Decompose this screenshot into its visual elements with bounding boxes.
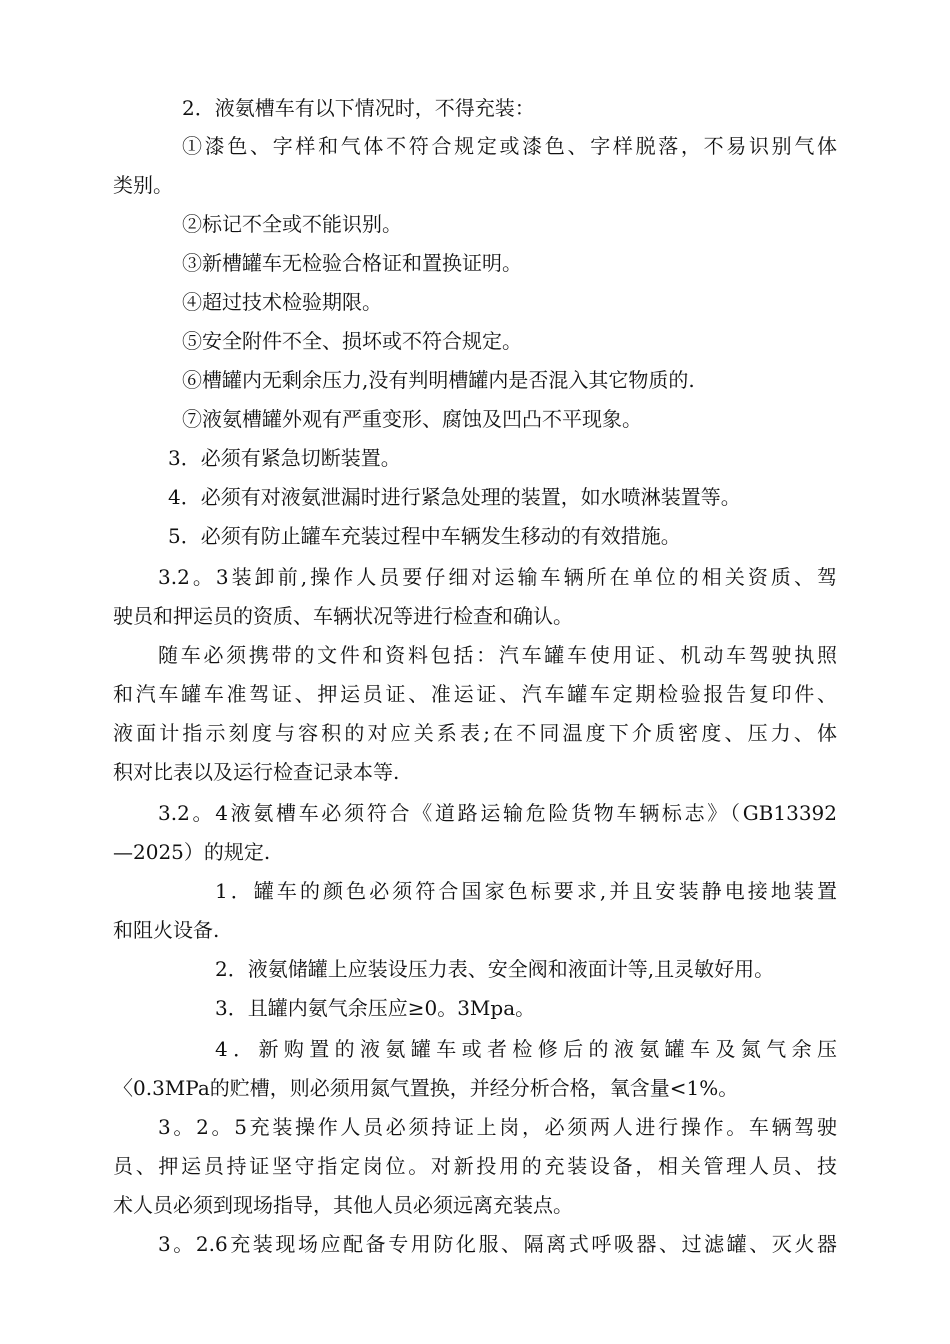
text-line: ⑦液氨槽罐外观有严重变形、腐蚀及凹凸不平现象。 xyxy=(182,407,642,431)
text-line: 液面计指示刻度与容积的对应关系表;在不同温度下介质密度、压力、体 xyxy=(113,721,837,745)
text-line: 3．必须有紧急切断装置。 xyxy=(168,446,401,470)
text-line: 5．必须有防止罐车充装过程中车辆发生移动的有效措施。 xyxy=(168,524,681,548)
text-line: 3．且罐内氨气余压应≥0。3Mpa。 xyxy=(215,996,536,1020)
text-line: 3。2.6充装现场应配备专用防化服、隔离式呼吸器、过滤罐、灭火器 xyxy=(158,1232,837,1256)
text-line: 3。2。5充装操作人员必须持证上岗，必须两人进行操作。车辆驾驶 xyxy=(158,1115,837,1139)
text-line: 3.2。4液氨槽车必须符合《道路运输危险货物车辆标志》（GB13392 xyxy=(158,801,837,825)
text-line: 2．液氨槽车有以下情况时，不得充装： xyxy=(182,96,535,120)
text-line: ④超过技术检验期限。 xyxy=(182,290,382,314)
text-line: ①漆色、字样和气体不符合规定或漆色、字样脱落，不易识别气体 xyxy=(182,134,837,158)
text-line: 和阻火设备. xyxy=(113,918,220,942)
text-line: —2025）的规定. xyxy=(113,840,271,864)
text-line: 4．必须有对液氨泄漏时进行紧急处理的装置，如水喷淋装置等。 xyxy=(168,485,741,509)
text-line: ⑥槽罐内无剩余压力,没有判明槽罐内是否混入其它物质的. xyxy=(182,368,695,392)
text-line: 随车必须携带的文件和资料包括：汽车罐车使用证、机动车驾驶执照 xyxy=(158,643,837,667)
text-line: ③新槽罐车无检验合格证和置换证明。 xyxy=(182,251,522,275)
text-line: 术人员必须到现场指导，其他人员必须远离充装点。 xyxy=(113,1193,573,1217)
text-line: 1．罐车的颜色必须符合国家色标要求,并且安装静电接地装置 xyxy=(215,879,837,903)
text-line: 员、押运员持证坚守指定岗位。对新投用的充装设备，相关管理人员、技 xyxy=(113,1154,837,1178)
text-line: 3.2。3装卸前,操作人员要仔细对运输车辆所在单位的相关资质、驾 xyxy=(158,565,837,589)
text-line: 驶员和押运员的资质、车辆状况等进行检查和确认。 xyxy=(113,604,573,628)
text-line: 积对比表以及运行检查记录本等. xyxy=(113,760,400,784)
text-line: 类别。 xyxy=(113,173,173,197)
text-line: 2．液氨储罐上应装设压力表、安全阀和液面计等,且灵敏好用。 xyxy=(215,957,775,981)
text-line: 4．新购置的液氨罐车或者检修后的液氨罐车及氮气余压 xyxy=(215,1037,837,1061)
text-line: ②标记不全或不能识别。 xyxy=(182,212,402,236)
text-line: 〈0.3MPa的贮槽，则必须用氮气置换，并经分析合格，氧含量<1%。 xyxy=(113,1076,739,1100)
text-line: 和汽车罐车准驾证、押运员证、准运证、汽车罐车定期检验报告复印件、 xyxy=(113,682,837,706)
text-line: ⑤安全附件不全、损坏或不符合规定。 xyxy=(182,329,522,353)
